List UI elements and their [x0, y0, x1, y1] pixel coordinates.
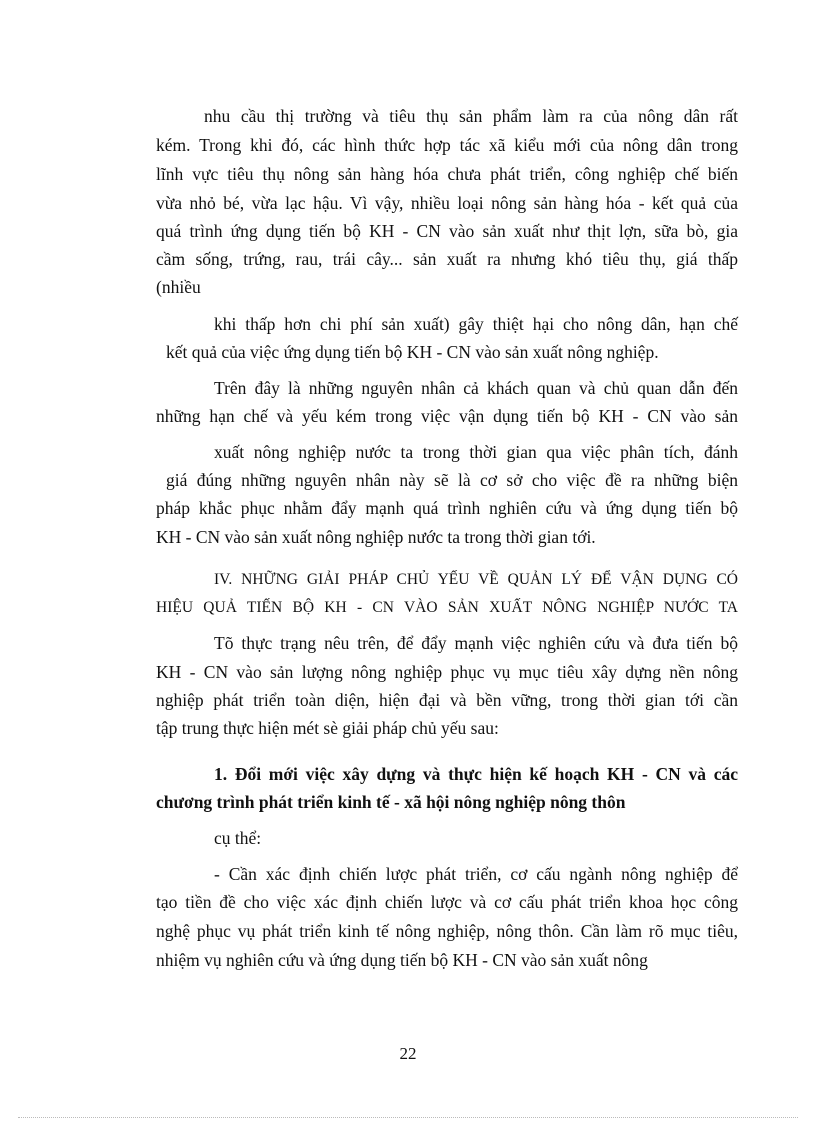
text-line: KH - CN vào sản xuất nông nghiệp nước ta trong thời gian tới. — [156, 527, 596, 547]
text-line: cầm sống, trứng, rau, trái cây... sản xuất ra nhưng khó tiêu thụ, giá thấp — [156, 249, 738, 269]
subsection-heading: 1. Đổi mới việc xây dựng và thực hiện kế hoạch KH - CN và các — [214, 764, 738, 784]
text-line: tạo tiền đề cho việc xác định chiến lược và cơ cấu phát triển khoa học công — [156, 892, 738, 912]
text-line: - Cần xác định chiến lược phát triển, cơ cấu ngành nông nghiệp để — [214, 864, 738, 884]
text-line: kết quả của việc ứng dụng tiến bộ KH - CN vào sản xuất nông nghiệp. — [166, 342, 659, 362]
text-line: những hạn chế và yếu kém trong việc vận dụng tiến bộ KH - CN vào sản — [156, 406, 738, 426]
text-line: xuất nông nghiệp nước ta trong thời gian qua việc phân tích, đánh — [214, 442, 738, 462]
text-line: Trên đây là những nguyên nhân cả khách quan và chủ quan dẫn đến — [214, 378, 738, 398]
page-number: 22 — [399, 1044, 417, 1063]
section-heading: IV. NHỮNG GIẢI PHÁP CHỦ YẾU VỀ QUẢN LÝ ĐỂ VẬN DỤNG CÓ — [214, 571, 738, 588]
text-line: (nhiều — [156, 277, 201, 297]
text-line: vừa nhỏ bé, vừa lạc hậu. Vì vậy, nhiều loại nông sản hàng hóa - kết quả của — [156, 193, 738, 213]
text-line: giá đúng những nguyên nhân này sẽ là cơ sở cho việc đề ra những biện — [166, 470, 738, 490]
text-line: nhiệm vụ nghiên cứu và ứng dụng tiến bộ KH - CN vào sản xuất nông — [156, 950, 648, 970]
text-line: cụ thể: — [214, 828, 262, 848]
text-line: nhu cầu thị trường và tiêu thụ sản phẩm làm ra của nông dân rất — [204, 106, 738, 126]
text-line: lĩnh vực tiêu thụ nông sản hàng hóa chưa phát triển, công nghiệp chế biến — [156, 164, 738, 184]
text-line: quá trình ứng dụng tiến bộ KH - CN vào sản xuất như thịt lợn, sữa bò, gia — [156, 221, 738, 241]
section-heading: HIỆU QUẢ TIẾN BỘ KH - CN VÀO SẢN XUẤT NÔNG NGHIỆP NƯỚC TA — [156, 599, 738, 616]
text-line: tập trung thực hiện mét sè giải pháp chủ yếu sau: — [156, 718, 499, 738]
text-line: kém. Trong khi đó, các hình thức hợp tác xã kiểu mới của nông dân trong — [156, 135, 738, 155]
text-line: khi thấp hơn chi phí sản xuất) gây thiệt hại cho nông dân, hạn chế — [214, 314, 738, 334]
text-line: pháp khắc phục nhằm đẩy mạnh quá trình nghiên cứu và ứng dụng tiến bộ — [156, 498, 738, 518]
page-bottom-divider — [18, 1117, 798, 1118]
text-line: KH - CN vào sản lượng nông nghiệp phục vụ mục tiêu xây dựng nền nông — [156, 662, 738, 682]
text-line: nghiệp phát triển toàn diện, hiện đại và bền vững, trong thời gian tới cần — [156, 690, 738, 710]
subsection-heading: chương trình phát triển kinh tế - xã hội nông nghiệp nông thôn — [156, 792, 626, 812]
text-line: Tõ thực trạng nêu trên, để đẩy mạnh việc nghiên cứu và đưa tiến bộ — [214, 633, 738, 653]
text-line: nghệ phục vụ phát triển kinh tế nông nghiệp, nông thôn. Cần làm rõ mục tiêu, — [156, 921, 738, 941]
